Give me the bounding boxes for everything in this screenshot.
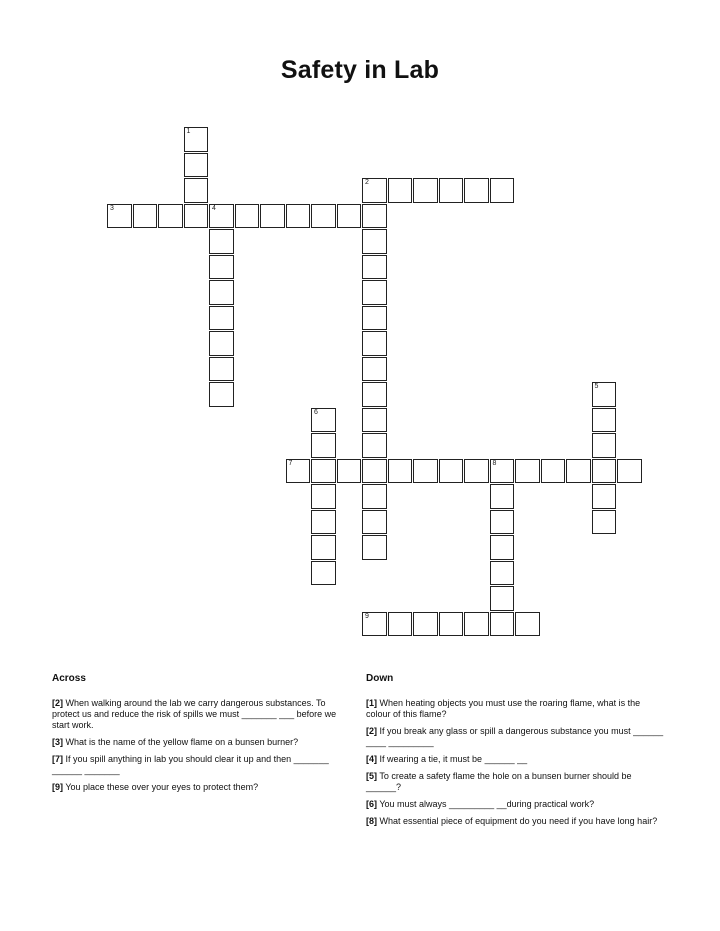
grid-cell [388,178,413,203]
grid-cell [362,459,387,484]
grid-cell [184,153,209,178]
grid-cell [464,612,489,637]
clue-across-9 [52,782,337,793]
across-clues [52,673,337,799]
grid-cell [184,178,209,203]
grid-cell [617,459,642,484]
clue-down-5 [366,771,666,793]
clue-across-3 [52,737,337,748]
clue-number: [5] [366,771,377,781]
grid-cell [235,204,260,229]
grid-cell [362,178,387,203]
grid-cell [464,459,489,484]
grid-cell [184,127,209,152]
clue-across-2 [52,698,337,731]
grid-cell [362,204,387,229]
grid-cell [362,382,387,407]
grid-cell [362,612,387,637]
cell-number: 4 [212,204,216,212]
grid-cell [337,459,362,484]
grid-cell [413,178,438,203]
clue-number: [1] [366,698,377,708]
grid-cell [311,408,336,433]
cell-number: 1 [186,128,191,135]
grid-cell [490,459,515,484]
grid-cell [592,408,617,433]
clue-text: To create a safety flame the hole on a bunsen burner should be ______? [366,771,632,792]
grid-cell [490,612,515,637]
clue-number: [6] [366,799,377,809]
cell-number: 3 [110,204,114,212]
puzzle-title: Safety in Lab [280,56,440,84]
grid-cell [439,459,464,484]
grid-cell [362,280,387,305]
cell-number: 9 [365,612,369,620]
grid-cell [362,408,387,433]
down-clues [366,673,666,833]
grid-cell [439,178,464,203]
clue-text: If you break any glass or spill a dangerous substance you must ______ ____ _________ [366,726,664,747]
clue-down-2 [366,726,666,748]
cell-number: 6 [314,408,318,416]
grid-cell [388,459,413,484]
grid-cell [592,382,617,407]
grid-cell [592,459,617,484]
clue-text: You must always _________ __during practical work? [379,799,595,809]
grid-cell [209,204,234,229]
grid-cell [362,229,387,254]
grid-cell [311,459,336,484]
cell-number: 7 [288,459,293,467]
clue-down-6 [366,799,666,810]
clue-text: When heating objects you must use the roaring flame, what is the colour of this flame? [366,698,641,719]
clue-number: [2] [52,698,63,708]
clue-number: [3] [52,737,63,747]
clue-text: What essential piece of equipment do you need if you have long hair? [379,816,658,826]
grid-cell [286,204,311,229]
grid-cell [260,204,285,229]
grid-cell [362,306,387,331]
grid-cell [362,510,387,535]
grid-cell [541,459,566,484]
grid-cell [158,204,183,229]
grid-cell [209,280,234,305]
grid-cell [490,586,515,611]
grid-cell [592,433,617,458]
grid-cell [413,612,438,637]
grid-cell [490,561,515,586]
grid-cell [362,255,387,280]
grid-cell [311,433,336,458]
clue-number: [9] [52,782,63,792]
clue-down-8 [366,816,666,827]
grid-cell [209,357,234,382]
grid-cell [413,459,438,484]
grid-cell [490,178,515,203]
grid-cell [209,306,234,331]
clue-number: [2] [366,726,377,736]
clue-number: [8] [366,816,377,826]
clue-text: You place these over your eyes to protect them? [65,782,259,792]
grid-cell [362,484,387,509]
grid-cell [592,510,617,535]
grid-cell [439,612,464,637]
grid-cell [133,204,158,229]
grid-cell [592,484,617,509]
grid-cell [566,459,591,484]
clue-text: If you spill anything in lab you should clear it up and then _______ ______ _______ [52,754,329,775]
clue-text: What is the name of the yellow flame on a bunsen burner? [65,737,299,747]
grid-cell [490,535,515,560]
grid-cell [362,433,387,458]
grid-cell [388,612,413,637]
grid-cell [337,204,362,229]
grid-cell [515,612,540,637]
cell-number: 2 [365,179,369,186]
clue-down-1 [366,698,666,720]
clue-across-7 [52,754,337,776]
clue-number: [4] [366,754,377,764]
grid-cell [209,229,234,254]
grid-cell [311,561,336,586]
grid-cell [107,204,132,229]
grid-cell [311,535,336,560]
down-heading: Down [366,673,394,684]
grid-cell [464,178,489,203]
grid-cell [184,204,209,229]
grid-cell [515,459,540,484]
grid-cell [362,357,387,382]
grid-cell [490,484,515,509]
grid-cell [311,204,336,229]
clue-number: [7] [52,754,63,764]
grid-cell [209,331,234,356]
grid-cell [311,510,336,535]
grid-cell [209,255,234,280]
grid-cell [209,382,234,407]
clue-text: When walking around the lab we carry dangerous substances. To protect us and reduce the risk of spills we must _______ ___ before we start work. [52,698,337,730]
grid-cell [286,459,311,484]
grid-cell [362,535,387,560]
cell-number: 8 [492,459,497,467]
grid-cell [311,484,336,509]
clue-down-4 [366,754,666,765]
cell-number: 5 [594,383,599,390]
across-heading: Across [52,673,86,684]
grid-cell [362,331,387,356]
grid-cell [490,510,515,535]
clue-text: If wearing a tie, it must be ______ __ [379,754,528,764]
